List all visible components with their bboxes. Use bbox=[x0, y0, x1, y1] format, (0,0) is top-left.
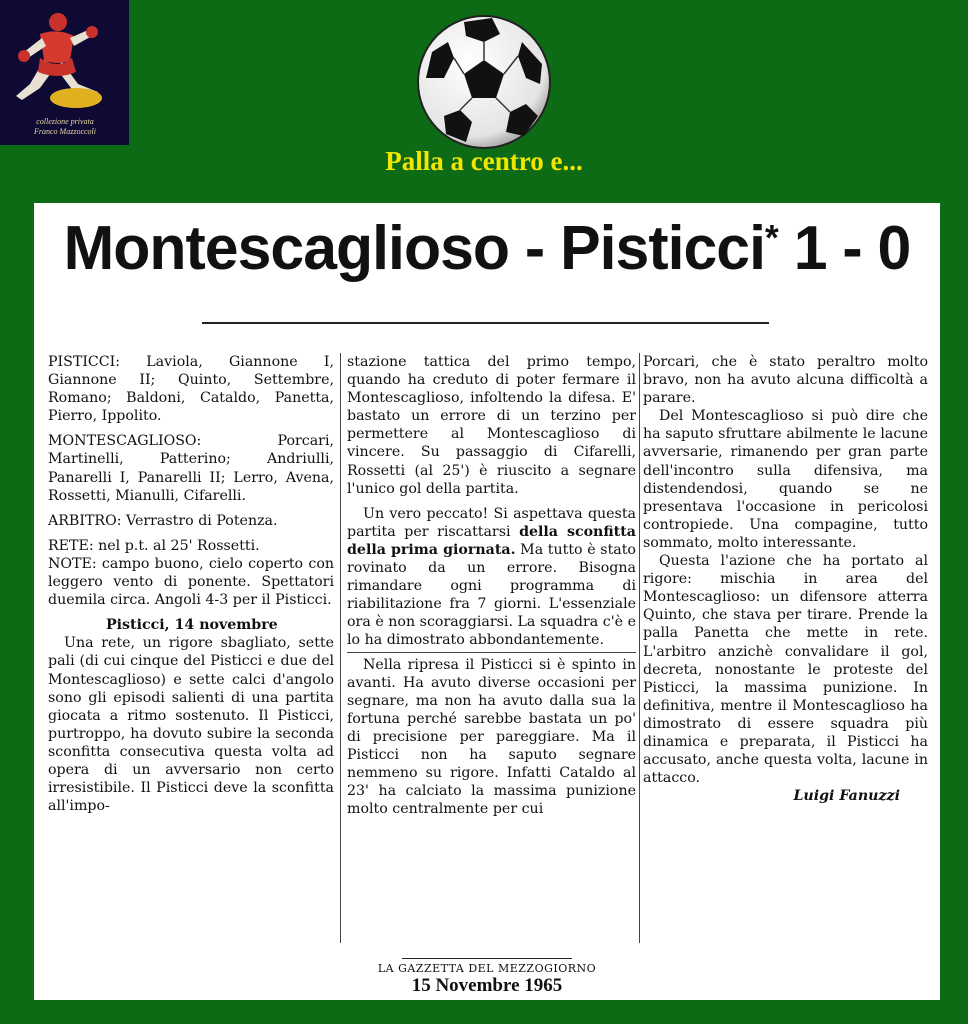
headline-teams: Montescaglioso - Pisticci bbox=[63, 214, 766, 283]
headline-asterisk: * bbox=[765, 217, 778, 258]
col2-p2-start: Un vero peccato! Si aspettava questa partita per riscattarsi bbox=[347, 505, 636, 540]
logo-caption-line2: Franco Mazzoccoli bbox=[34, 127, 96, 136]
article-lead: Una rete, un rigore sbagliato, sette pali (di cui cinque del Pisticci e due del Montescaglioso) e sette calci d'angolo sono gli episodi salienti di una partita giocata a ritmo sostenuto. Il Pisticci, purtroppo, ha dovuto subire la seconda sconfitta consecutiva questa volta ad opera di un avversario non certo irresistibile. Il Pisticci deve la sconfitta all'impo- bbox=[48, 635, 334, 815]
newspaper-masthead: LA GAZZETTA DEL MEZZOGIORNO bbox=[34, 958, 940, 975]
montescaglioso-lineup: MONTESCAGLIOSO: Porcari, Martinelli, Patterino; Andriulli, Panarelli I, Panarelli II; Lerro, Avena, Rossetti, Mianulli, Cifarelli. bbox=[48, 433, 334, 504]
col2-p2-bold: della sconfitta della prima giornata. bbox=[347, 523, 636, 558]
article-column-2 bbox=[347, 353, 636, 818]
headline bbox=[43, 213, 931, 284]
col3-paragraph-1: Porcari, che è stato peraltro molto bravo, non ha avuto alcuna difficoltà a parare. bbox=[643, 354, 928, 407]
soccer-ball-icon bbox=[414, 12, 554, 152]
col3-paragraph-3: Questa l'azione che ha portato al rigore: mischia in area del Montescaglioso: un difensore atterra Quinto, che stava per tirare. Prende la palla Panetta che mette in rete. L'arbitro anzichè convalidare il gol, decreta, nonostante le proteste del Pisticci, la massima punizione. In definitiva, mentre il Montescaglioso ha dimostrato di essere squadra più dinamica e preparata, il Pisticci ha accusato, anche questa volta, lacune in attacco. bbox=[643, 553, 928, 787]
column-divider bbox=[340, 353, 341, 943]
headline-score: 1 - 0 bbox=[793, 214, 911, 283]
referee-line: ARBITRO: Verrastro di Potenza. bbox=[48, 512, 278, 529]
goal-line: RETE: nel p.t. al 25' Rossetti. bbox=[48, 537, 260, 554]
col2-paragraph-3: Nella ripresa il Pisticci si è spinto in avanti. Ha avuto diverse occasioni per segnare, ma non ha avuto dalla sua la fortuna perché sarebbe bastata un po' di precisione per pareggiare. Ma il Pisticci non ha saputo segnare nemmeno su rigore. Infatti Cataldo al 23' ha calciato la massima punizione molto centralmente per cui bbox=[347, 656, 636, 818]
tagline: Palla a centro e... bbox=[385, 146, 583, 176]
logo-caption-line1: collezione privata bbox=[36, 117, 94, 126]
author-signature: Luigi Fanuzzi bbox=[793, 788, 900, 805]
publication-date: 15 Novembre 1965 bbox=[411, 975, 563, 996]
headline-rule bbox=[202, 322, 769, 324]
col3-paragraph-2: Del Montescaglioso si può dire che ha saputo sfruttare abilmente le lacune avversarie, rimanendo per gran parte dell'incontro sulla difensiva, ma distendendosi, quando se ne presentava l'occasione in pericolosi contropiede. Una compagine, tutto sommato, molto interessante. bbox=[643, 408, 928, 551]
col2-separator bbox=[347, 652, 636, 653]
newspaper-clipping bbox=[34, 203, 940, 1000]
col2-paragraph-1: stazione tattica del primo tempo, quando ha creduto di poter fermare il Montescaglioso, infoltendo la difesa. E' bastato un errore di un terzino per permettere al Montescaglioso di vincere. Su passaggio di Cifarelli, Rossetti (al 25') è riuscito a segnare l'unico gol della partita. bbox=[347, 354, 636, 497]
boxer-icon bbox=[0, 0, 129, 118]
col2-p2-end: Ma tutto è stato rovinato da un errore. Bisogna rimandare ogni programma di riabilitazione fra 7 giorni. L'essenziale ora è non scoraggiarsi. La squadra c'è e lo ha dimostrato abbondantemente. bbox=[347, 541, 636, 649]
col2-paragraph-2 bbox=[347, 505, 636, 650]
notes-line: NOTE: campo buono, cielo coperto con leggero vento di ponente. Spettatori duemila circa. Angoli 4-3 per il Pisticci. bbox=[48, 555, 334, 609]
article-column-3 bbox=[643, 353, 928, 805]
column-divider bbox=[639, 353, 640, 943]
dateline: Pisticci, 14 novembre bbox=[106, 617, 278, 634]
pisticci-lineup: PISTICCI: Laviola, Giannone I, Giannone II; Quinto, Settembre, Romano; Baldoni, Cataldo, Panetta, Pierro, Ippolito. bbox=[48, 354, 334, 425]
collection-logo bbox=[0, 0, 129, 145]
article-column-1 bbox=[48, 353, 334, 815]
